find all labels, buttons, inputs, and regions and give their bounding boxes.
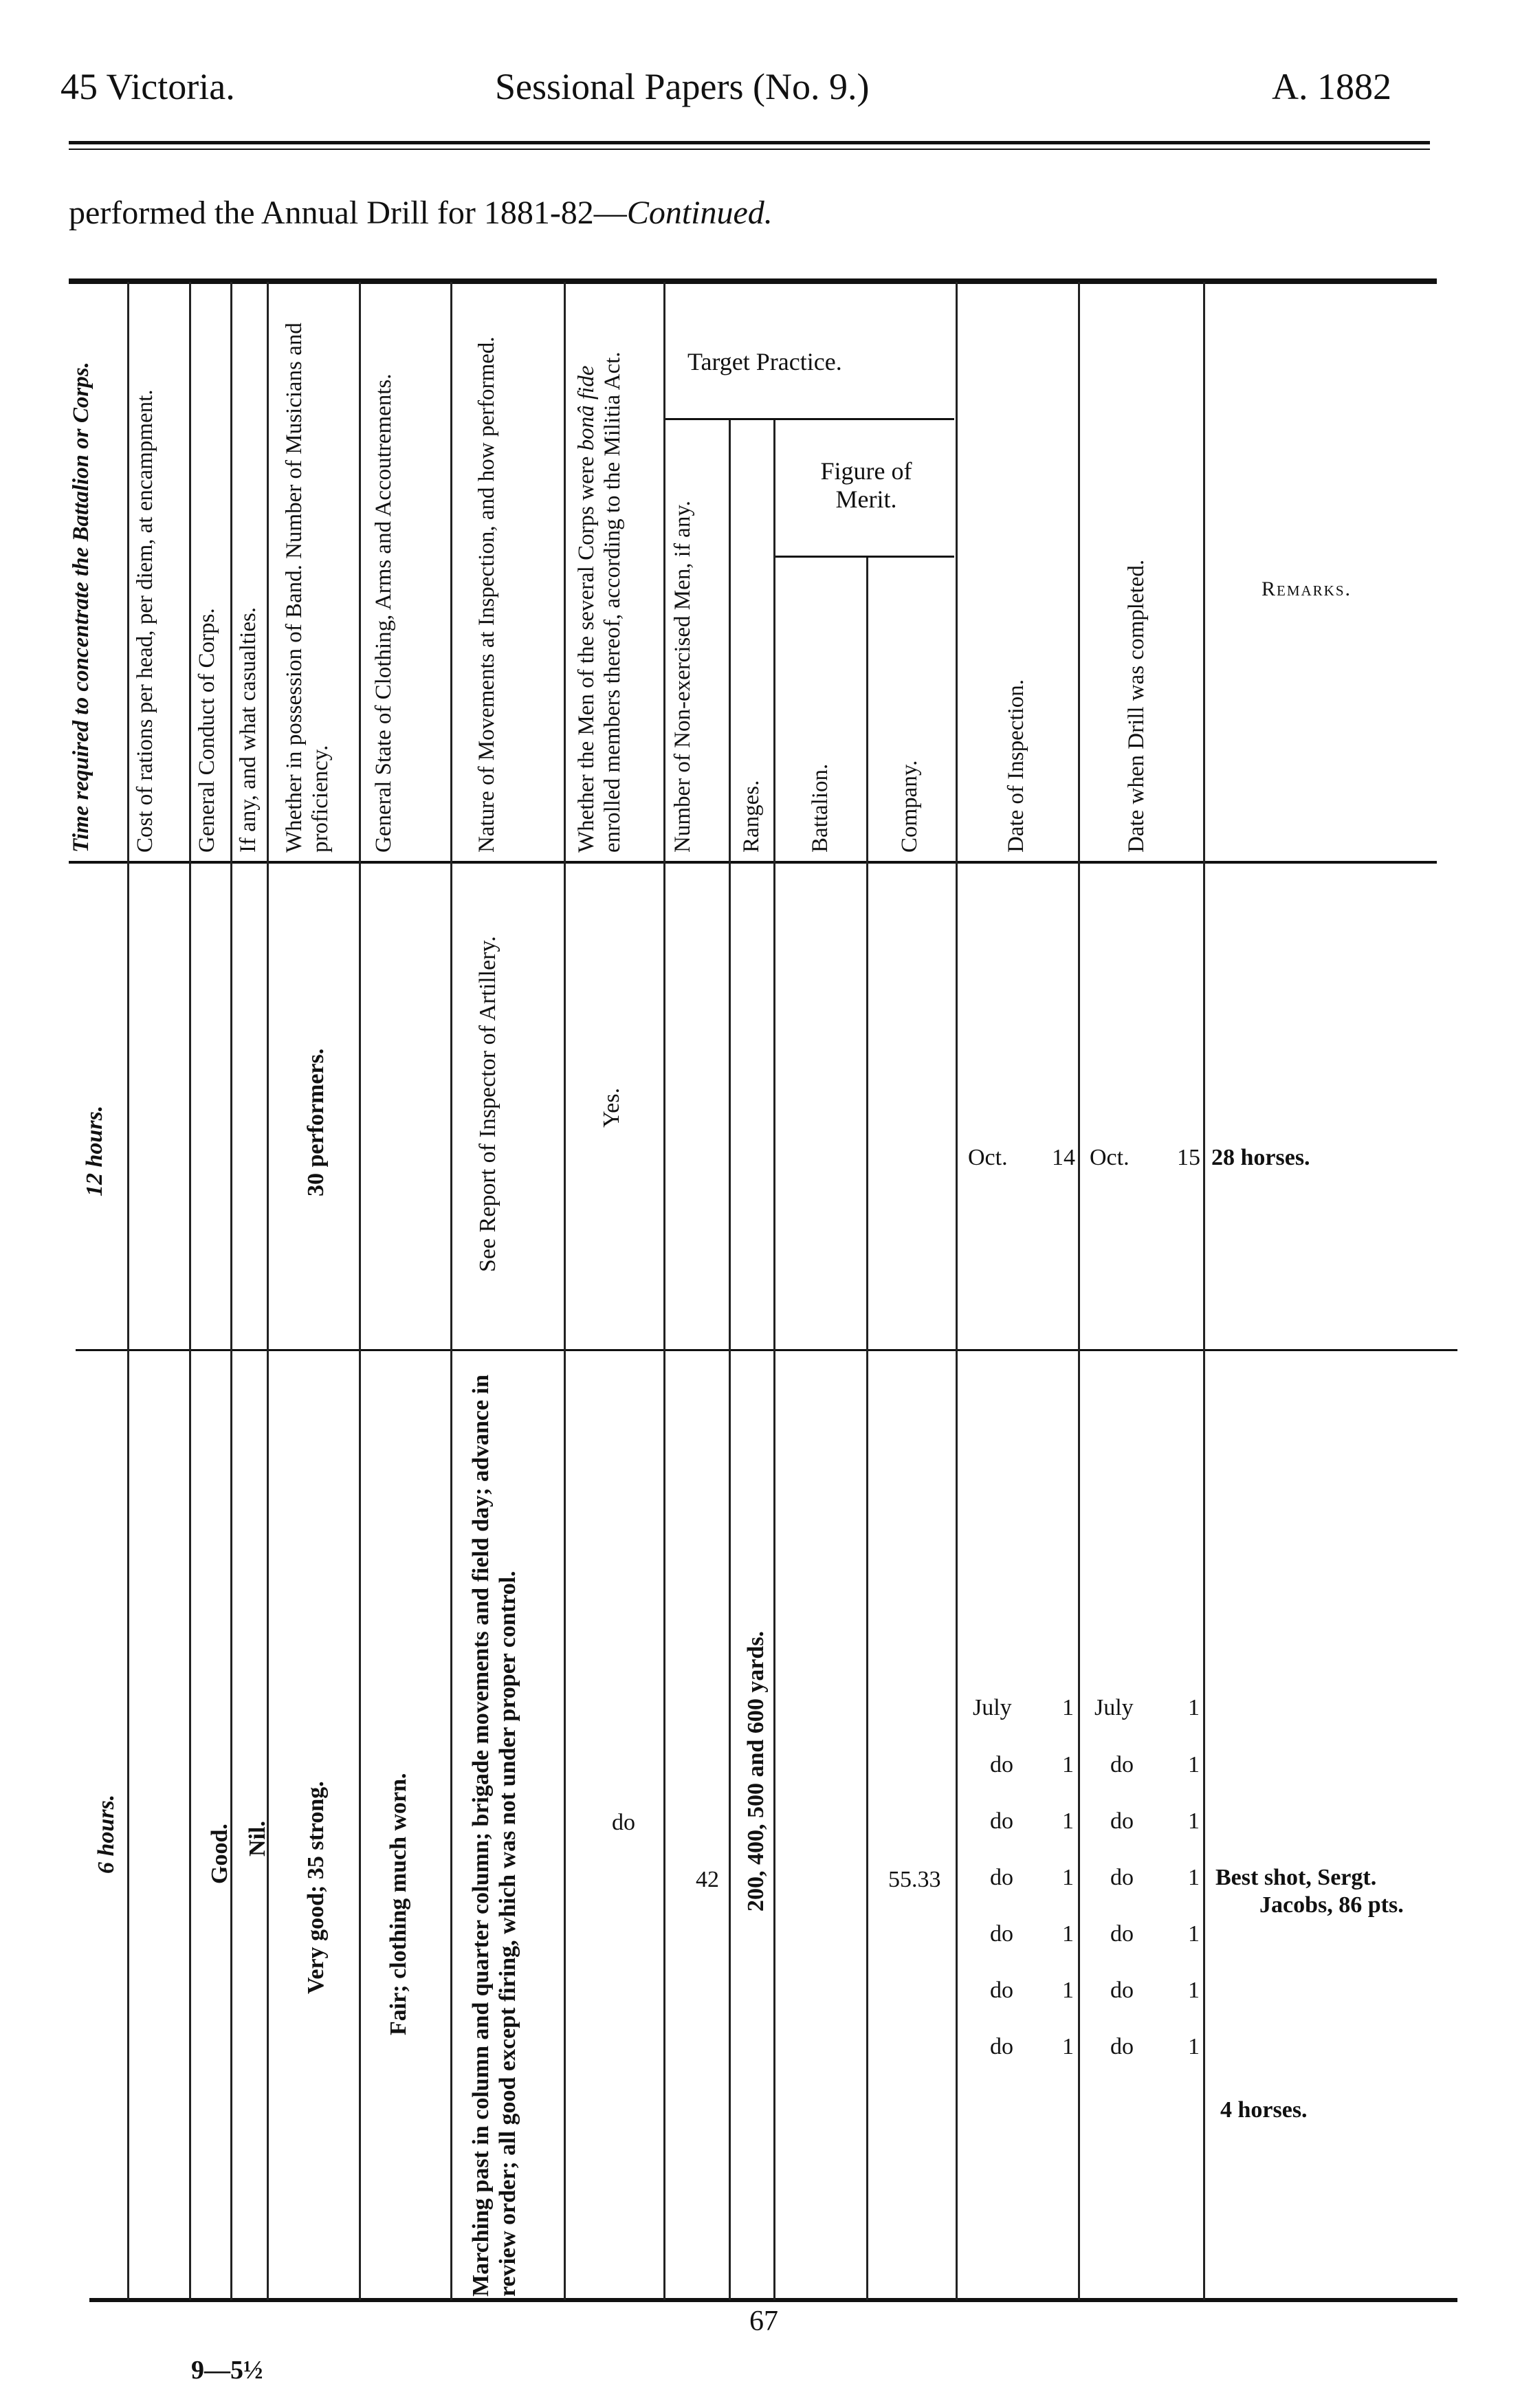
col-header-band: Whether in possession of Band. Number of Musicians and proficiency. — [282, 322, 333, 853]
row2-inspection-month: July — [973, 1695, 1012, 1720]
col-line — [230, 282, 232, 2300]
row2-inspection-day: 1 — [1062, 1865, 1074, 1890]
row2-state: Fair; clothing much worn. — [386, 1773, 411, 2035]
header-left: 45 Victoria. — [60, 66, 235, 107]
row2-inspection-month: do — [990, 1808, 1013, 1834]
col-header-movements: Nature of Movements at Inspection, and how performed. — [474, 336, 499, 853]
col-header-non-exercised: Number of Non-exercised Men, if any. — [670, 501, 695, 853]
row2-conduct: Good. — [207, 1824, 232, 1884]
col-header-target-practice: Target Practice. — [687, 348, 842, 375]
row1-completed-month: Oct. — [1090, 1145, 1130, 1170]
row2-inspection-day: 1 — [1062, 1808, 1074, 1834]
col-header-state: General State of Clothing, Arms and Accoutrements. — [371, 373, 396, 853]
col-line — [866, 557, 868, 2300]
row2-company: 55.33 — [888, 1867, 941, 1892]
header-right: A. 1882 — [1272, 66, 1391, 107]
row2-inspection-day: 1 — [1062, 1752, 1074, 1777]
row2-remark-best-shot-2: Jacobs, 86 pts. — [1259, 1892, 1404, 1918]
row2-inspection-day: 1 — [1062, 1978, 1074, 2003]
col-line — [729, 419, 731, 2300]
row2-remark-best-shot: Best shot, Sergt. — [1215, 1865, 1377, 1890]
row2-inspection-day: 1 — [1062, 2034, 1074, 2059]
row1-movements: See Report of Inspector of Artillery. — [475, 936, 500, 1272]
row2-completed-day: 1 — [1188, 1978, 1200, 2003]
row2-inspection-month: do — [990, 1921, 1013, 1947]
col-line — [127, 282, 129, 2300]
row2-completed-day: 1 — [1188, 1865, 1200, 1890]
header-rule-thin — [69, 149, 1430, 150]
row2-completed-day: 1 — [1188, 2034, 1200, 2059]
col-line — [663, 282, 665, 2300]
header-bottom-rule — [69, 861, 1437, 864]
col-line — [267, 282, 269, 2300]
header-rule — [69, 141, 1430, 144]
col-header-ranges: Ranges. — [739, 780, 764, 853]
row2-time: 6 hours. — [93, 1794, 119, 1874]
col-header-bona-fide: Whether the Men of the several Corps were bonâ fide enrolled members thereof, according to the Militia Act. — [574, 351, 625, 853]
row2-inspection-month: do — [990, 1865, 1013, 1890]
row1-completed-day: 15 — [1177, 1145, 1200, 1170]
row2-inspection-day: 1 — [1062, 1921, 1074, 1947]
row2-completed-month: do — [1110, 1921, 1134, 1947]
row1-inspection-month: Oct. — [968, 1145, 1008, 1170]
row1-remarks: 28 horses. — [1211, 1145, 1310, 1170]
row2-inspection-month: do — [990, 1978, 1013, 2003]
col-header-cost: Cost of rations per head, per diem, at encampment. — [133, 389, 157, 853]
row2-bona-fide: do — [612, 1810, 635, 1835]
row2-inspection-month: do — [990, 2034, 1013, 2059]
col-header-remarks: Remarks. — [1262, 578, 1352, 600]
row1-inspection-day: 14 — [1052, 1145, 1075, 1170]
col-header-date-completed: Date when Drill was completed. — [1124, 559, 1149, 853]
col-line — [1203, 282, 1205, 2300]
col-line — [359, 282, 361, 2300]
col-line — [189, 282, 191, 2300]
row2-completed-day: 1 — [1188, 1921, 1200, 1947]
row2-completed-month: do — [1110, 1978, 1134, 2003]
row2-non-exercised: 42 — [696, 1867, 719, 1892]
row2-completed-month: do — [1110, 2034, 1134, 2059]
col-header-casualties: If any, and what casualties. — [236, 606, 261, 853]
row2-inspection-month: do — [990, 1752, 1013, 1777]
col-line — [773, 419, 775, 2300]
row1-band: 30 performers. — [303, 1048, 329, 1196]
row-divider — [76, 1349, 1457, 1351]
col-header-conduct: General Conduct of Corps. — [195, 608, 219, 853]
row2-completed-month: do — [1110, 1808, 1134, 1834]
row2-inspection-day: 1 — [1062, 1695, 1074, 1720]
row2-completed-day: 1 — [1188, 1752, 1200, 1777]
row2-completed-month: July — [1094, 1695, 1134, 1720]
row2-completed-month: do — [1110, 1752, 1134, 1777]
row2-completed-day: 1 — [1188, 1808, 1200, 1834]
row2-movements: Marching past in column and quarter column; brigade movements and field day; advance in review order; all good except firing, which was not under proper control. — [468, 1375, 521, 2297]
page-number: 67 — [749, 2306, 778, 2337]
col-line — [564, 282, 566, 2300]
target-practice-rule — [665, 418, 954, 420]
col-header-battalion: Battalion. — [808, 763, 833, 853]
row1-bona-fide: Yes. — [599, 1088, 624, 1128]
row2-ranges: 200, 400, 500 and 600 yards. — [743, 1630, 769, 1912]
col-header-company: Company. — [897, 760, 922, 853]
page-subtitle: performed the Annual Drill for 1881-82—Continued. — [69, 195, 773, 231]
row1-time: 12 hours. — [82, 1105, 107, 1196]
col-line — [1078, 282, 1080, 2300]
header-center: Sessional Papers (No. 9.) — [495, 66, 870, 107]
col-line — [450, 282, 452, 2300]
col-header-date-inspection: Date of Inspection. — [1004, 679, 1028, 853]
row2-remark-horses: 4 horses. — [1220, 2097, 1308, 2123]
table-top-rule — [69, 278, 1437, 284]
row2-band: Very good; 35 strong. — [303, 1781, 329, 1994]
row2-completed-day: 1 — [1188, 1695, 1200, 1720]
figure-merit-rule — [775, 556, 954, 558]
col-line — [956, 282, 958, 2300]
page-signature: 9—5½ — [191, 2356, 263, 2385]
row2-casualties: Nil. — [245, 1821, 270, 1857]
col-header-figure-of-merit: Figure of Merit. — [820, 457, 912, 514]
col-header-time: Time required to concentrate the Battalion or Corps. — [69, 362, 93, 853]
row2-completed-month: do — [1110, 1865, 1134, 1890]
